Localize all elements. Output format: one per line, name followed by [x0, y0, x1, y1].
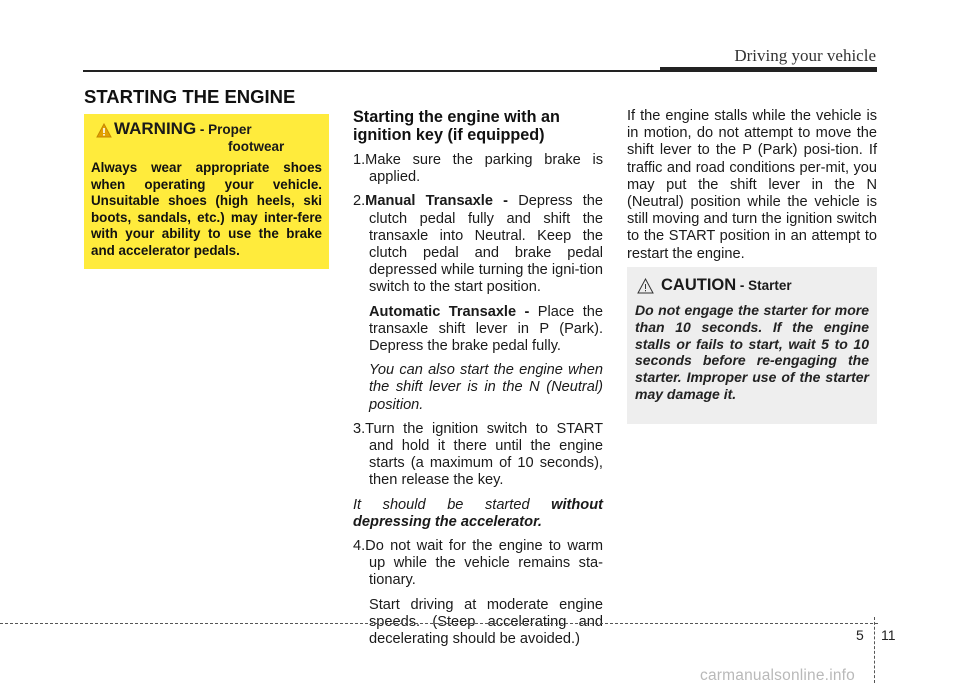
step-2-automatic-label: Automatic Transaxle - [369, 303, 538, 320]
warning-header [91, 119, 322, 160]
page-number: 11 [881, 627, 896, 643]
warning-subtitle: - Proper [196, 122, 252, 137]
caution-body: Do not engage the starter for more than 10 seconds. If the engine stalls or fails to start, wait 5 to 10 seconds before re-engaging the starter. Improper use of the starter may damage it. [635, 302, 869, 402]
caution-keyword: CAUTION [661, 276, 737, 294]
caution-header [635, 276, 869, 302]
step-4-extra: Start driving at moderate engine speeds. (Steep accelerating and decelerating should be avoided.) [369, 596, 603, 648]
step-3-note [353, 497, 603, 531]
warning-keyword: WARNING [114, 119, 197, 138]
warning-triangle-icon [96, 123, 112, 138]
page-title: STARTING THE ENGINE [84, 86, 296, 107]
subheading: Starting the engine with an ignition key (if equipped) [353, 108, 560, 144]
caution-box [627, 267, 877, 424]
step-3-note-plain: It should be started [353, 496, 552, 513]
caution-subtitle: - Starter [736, 278, 792, 293]
warning-body: Always wear appropriate shoes when operating your vehicle. Unsuitable shoes (high heels, ski boots, sandals, etc.) may inter-fere with your ability to use the brake and accelerator pedals. [91, 160, 322, 258]
footer-divider [874, 617, 875, 683]
warning-box [84, 114, 329, 269]
step-2-number: 2. [353, 193, 366, 210]
caution-triangle-icon [637, 278, 654, 294]
footer-rule [0, 623, 878, 624]
step-1: 1.Make sure the parking brake is applied. [353, 152, 603, 186]
section-header: Driving your vehicle [734, 46, 876, 65]
main-column [353, 108, 603, 655]
step-3: 3.Turn the ignition switch to START and hold it there until the engine starts (a maximum of 10 seconds), then release the key. [353, 420, 603, 489]
warning-subtitle-line2: footwear [228, 139, 285, 154]
step-2-note: You can also start the engine when the shift lever is in the N (Neutral) position. [369, 362, 603, 413]
header-rule-thin [83, 70, 663, 72]
step-2-automatic-text: Place the transaxle shift lever in P (Park). Depress the brake pedal fully. [369, 303, 603, 355]
step-4: 4.Do not wait for the engine to warm up while the vehicle remains sta-tionary. [353, 538, 603, 589]
watermark: carmanualsonline.info [700, 667, 855, 684]
stall-paragraph: If the engine stalls while the vehicle is in motion, do not attempt to move the shift lever to the P (Park) posi-tion. If traffic and road conditions per-mit, you may put the shift lever in the N (Neutral) position while the vehicle is still moving and turn the ignition switch to the START position in an attempt to restart the engine. [627, 108, 877, 262]
step-2-automatic [353, 304, 603, 356]
step-2-text: Depress the clutch pedal fully and shift the transaxle into Neutral. Keep the clutch pedal and brake pedal depressed while turning the igni-tion switch to the start position. [369, 193, 603, 296]
page-chapter: 5 [856, 627, 864, 643]
step-3-note-bold: without depressing the accelerator. [353, 496, 603, 530]
step-2 [353, 193, 603, 296]
header-rule-thick [660, 67, 877, 72]
step-2-label: Manual Transaxle - [365, 193, 519, 210]
